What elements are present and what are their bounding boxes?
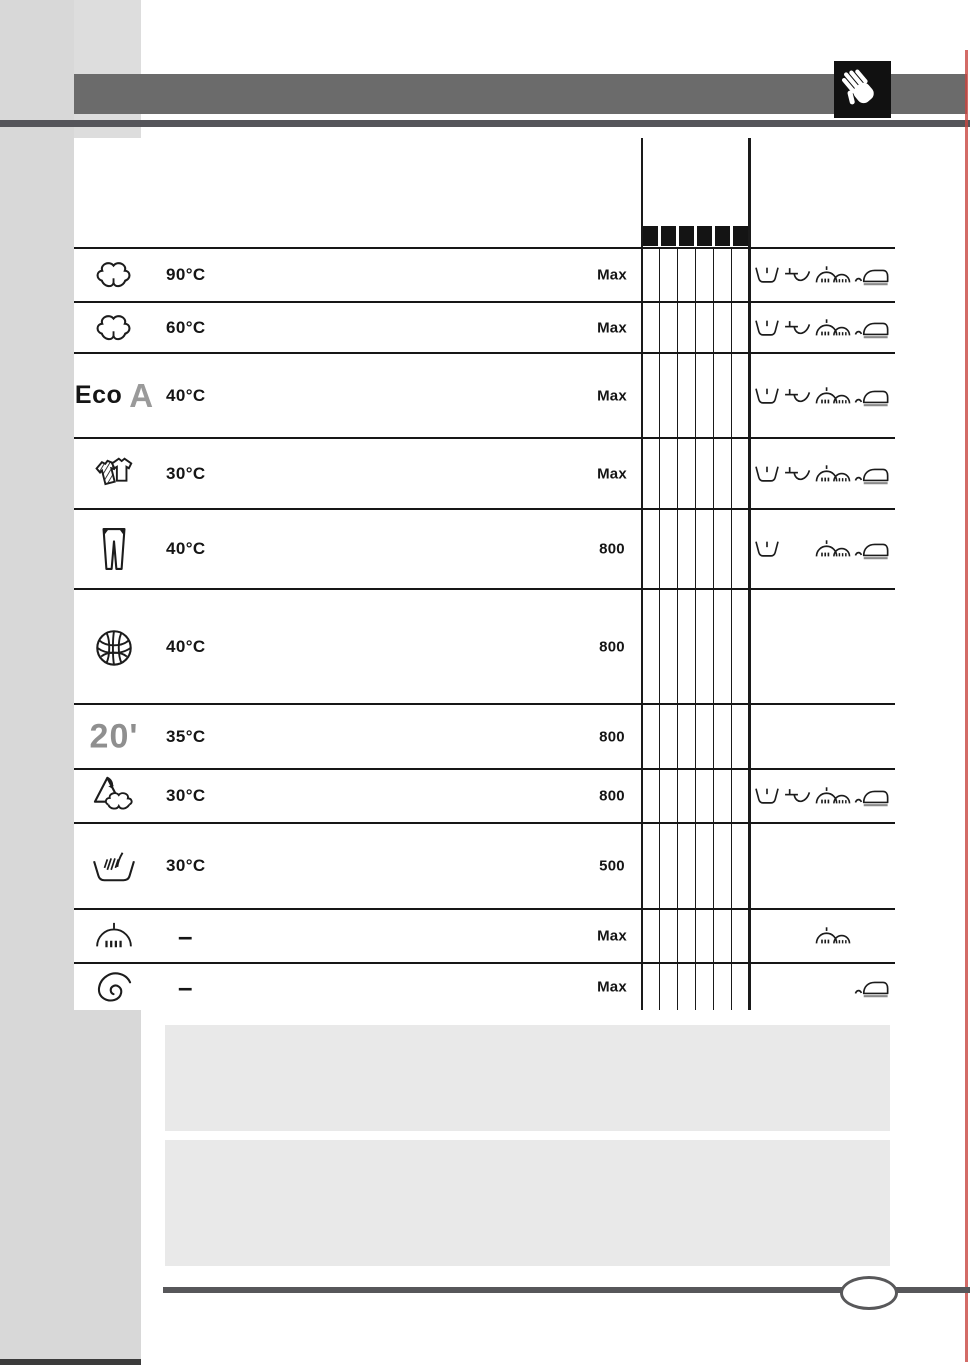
selector-square bbox=[733, 226, 748, 246]
spin-value: Max bbox=[597, 319, 627, 336]
header-underline bbox=[0, 120, 970, 127]
program-row bbox=[74, 703, 895, 768]
cotton-icon bbox=[93, 312, 135, 344]
program-row bbox=[74, 768, 895, 822]
temperature-value: 60°C bbox=[166, 317, 206, 337]
program-row bbox=[74, 247, 895, 301]
handwash-icon bbox=[91, 847, 137, 885]
tub-icon bbox=[754, 785, 780, 807]
shower-icon bbox=[814, 925, 852, 947]
program-cell bbox=[76, 847, 152, 885]
program-cell bbox=[76, 717, 152, 756]
footer-oval-marker bbox=[840, 1276, 898, 1310]
shower-icon bbox=[814, 785, 852, 807]
program-cell bbox=[76, 377, 152, 415]
temperature-value: 40°C bbox=[166, 636, 206, 656]
shower-icon bbox=[814, 463, 852, 485]
iron-icon bbox=[854, 462, 890, 485]
spin-value: 800 bbox=[599, 728, 625, 745]
cotton-icon bbox=[93, 259, 135, 291]
spin-value: Max bbox=[597, 465, 627, 482]
temperature-value: – bbox=[178, 972, 193, 1002]
selector-squares bbox=[643, 226, 748, 246]
program-cell bbox=[76, 921, 152, 951]
hand-badge bbox=[834, 61, 891, 118]
selector-square bbox=[661, 226, 676, 246]
rinse-icon bbox=[783, 264, 811, 286]
temperature-value: 30°C bbox=[166, 463, 206, 483]
rinse-icon bbox=[783, 463, 811, 485]
page-edge-red-line bbox=[965, 50, 968, 1362]
rinse-icon bbox=[783, 785, 811, 807]
programme-table bbox=[74, 138, 895, 1010]
rinse-program-icon bbox=[93, 921, 135, 951]
spin-value: 800 bbox=[599, 638, 625, 655]
selector-square bbox=[643, 226, 658, 246]
selector-square bbox=[679, 226, 694, 246]
program-row bbox=[74, 588, 895, 703]
temperature-value: 30°C bbox=[166, 856, 206, 875]
shirts-icon bbox=[91, 454, 137, 494]
program-cell bbox=[76, 970, 152, 1004]
program-cell bbox=[76, 775, 152, 817]
program-row bbox=[74, 437, 895, 508]
trousers-icon bbox=[95, 526, 133, 572]
iron-icon bbox=[854, 316, 890, 339]
sidebar-top-block bbox=[74, 0, 141, 138]
sidebar-footer-strip bbox=[0, 1359, 141, 1365]
shower-icon bbox=[814, 538, 852, 560]
spin-value: 800 bbox=[599, 540, 625, 558]
tub-icon bbox=[754, 385, 780, 407]
program-row bbox=[74, 508, 895, 588]
iron-icon bbox=[854, 384, 890, 407]
iron-icon bbox=[854, 785, 890, 808]
shower-icon bbox=[814, 385, 852, 407]
program-cell bbox=[76, 526, 152, 572]
temperature-value: 90°C bbox=[166, 265, 206, 284]
program-row bbox=[74, 822, 895, 908]
wool-icon bbox=[93, 626, 135, 668]
program-cell bbox=[76, 259, 152, 291]
spin-value: 800 bbox=[599, 787, 625, 805]
eco-label: Eco bbox=[74, 381, 123, 409]
program-cell bbox=[76, 626, 152, 668]
tub-icon bbox=[754, 317, 780, 339]
spin-value: Max bbox=[597, 266, 627, 284]
program-cell bbox=[76, 312, 152, 344]
program-row bbox=[74, 962, 895, 1010]
hand-icon bbox=[834, 61, 891, 118]
rinse-icon bbox=[783, 385, 811, 407]
temperature-value: 30°C bbox=[166, 786, 206, 805]
eco-class-a-label: A bbox=[129, 376, 154, 414]
iron-icon bbox=[854, 976, 890, 999]
temperature-value: 40°C bbox=[166, 385, 206, 405]
mix-icon bbox=[91, 775, 137, 817]
rinse-icon bbox=[783, 317, 811, 339]
spin-value: Max bbox=[597, 387, 627, 404]
tub-icon bbox=[754, 463, 780, 485]
program-cell bbox=[76, 454, 152, 494]
table-rows bbox=[74, 247, 895, 1010]
temperature-value: 35°C bbox=[166, 726, 206, 746]
shower-icon bbox=[814, 317, 852, 339]
note-panel-1 bbox=[165, 1025, 890, 1131]
selector-square bbox=[697, 226, 712, 246]
program-row bbox=[74, 908, 895, 962]
quick-20-label: 20' bbox=[89, 717, 139, 755]
spin-value: Max bbox=[597, 978, 627, 996]
temperature-value: – bbox=[178, 921, 193, 951]
temperature-value: 40°C bbox=[166, 539, 206, 558]
spin-value: 500 bbox=[599, 857, 625, 875]
iron-icon bbox=[854, 538, 890, 561]
selector-square bbox=[715, 226, 730, 246]
tub-icon bbox=[754, 264, 780, 286]
note-panel-2 bbox=[165, 1140, 890, 1266]
spin-value: Max bbox=[597, 927, 627, 945]
spin-program-icon bbox=[95, 970, 133, 1004]
iron-icon bbox=[854, 264, 890, 287]
tub-icon bbox=[754, 538, 780, 560]
program-row bbox=[74, 352, 895, 437]
shower-icon bbox=[814, 264, 852, 286]
program-row bbox=[74, 301, 895, 352]
